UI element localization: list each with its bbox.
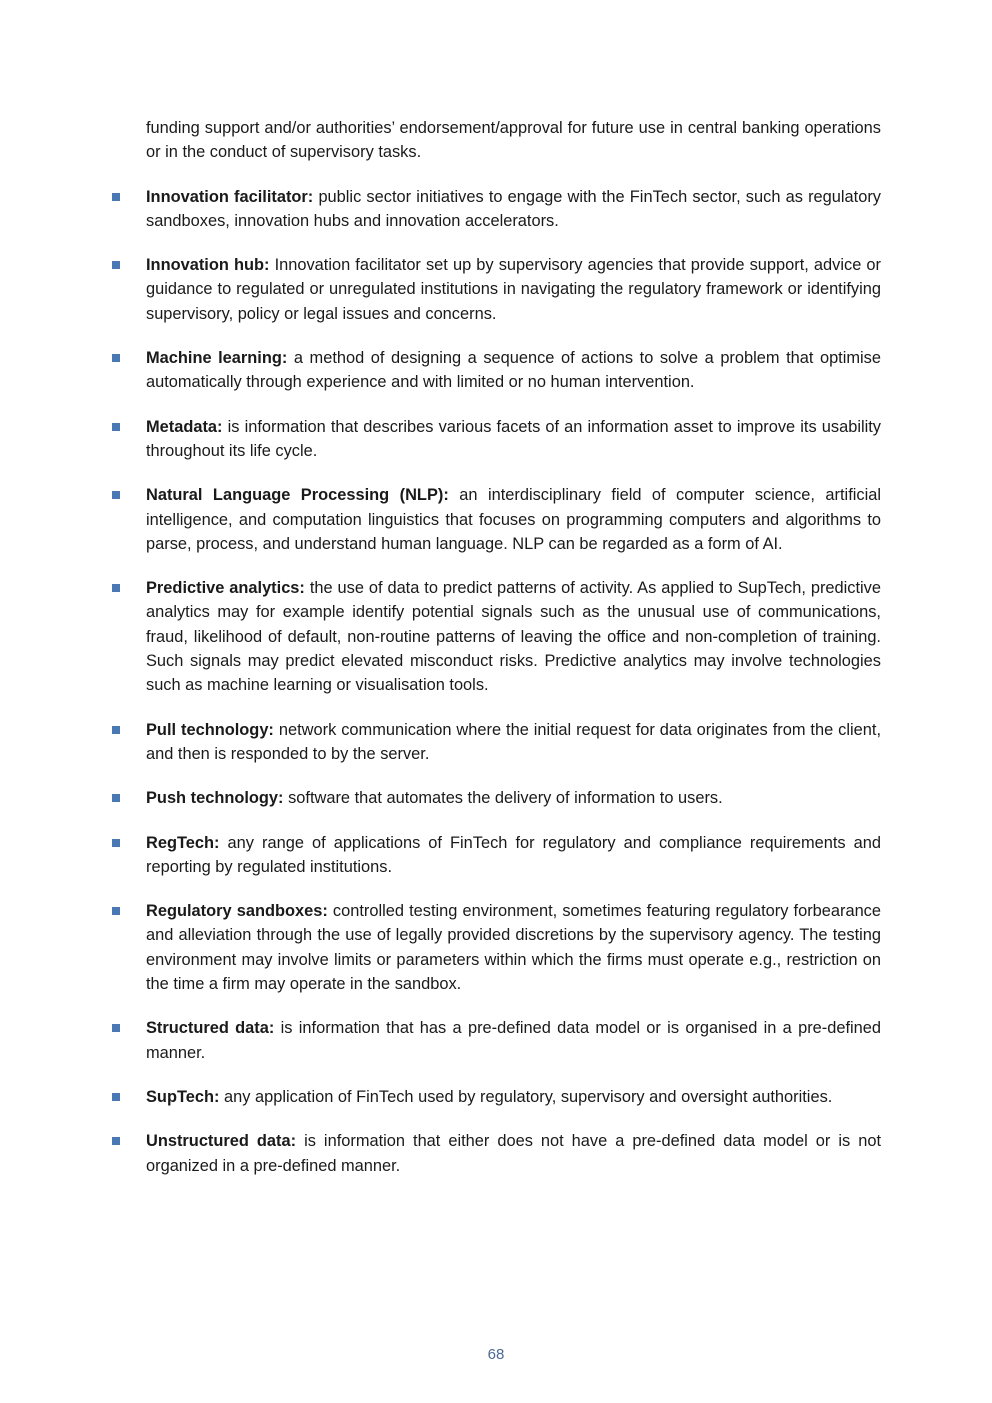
glossary-item xyxy=(146,1129,881,1178)
square-bullet-icon xyxy=(112,423,120,431)
glossary-item xyxy=(146,786,881,810)
glossary-entry-text xyxy=(146,415,881,464)
square-bullet-icon xyxy=(112,354,120,362)
glossary-term: Machine learning: xyxy=(146,349,288,368)
glossary-definition: Innovation facilitator set up by supervisory agencies that provide support, advice or guidance to regulated or unregulated institutions in navigating the regulatory framework or identifying supervisory, policy or legal issues and concerns. xyxy=(146,256,881,323)
glossary-term: Push technology: xyxy=(146,789,284,808)
glossary-definition: the use of data to predict patterns of activity. As applied to SupTech, predictive analytics may for example identify potential signals such as the unusual use of communications, fraud, likelihood of default, non-routine patterns of leaving the office and non-completion of training. Such signals may predict elevated misconduct risks. Predictive analytics may involve technologies such as machine learning or visualisation tools. xyxy=(146,579,881,695)
glossary-definition: any range of applications of FinTech for regulatory and compliance requirements and reporting by regulated institutions. xyxy=(146,833,881,876)
glossary-entry-text xyxy=(146,185,881,234)
glossary-entry-text xyxy=(146,576,881,697)
glossary-entry-text xyxy=(146,1085,881,1109)
glossary-list xyxy=(146,185,881,1178)
glossary-term: Innovation facilitator: xyxy=(146,187,314,206)
glossary-definition: is information that describes various facets of an information asset to improve its usability throughout its life cycle. xyxy=(146,417,882,460)
glossary-definition: is information that either does not have a pre-defined data model or is not organized in a pre-defined manner. xyxy=(146,1132,882,1175)
glossary-item xyxy=(146,185,881,234)
glossary-definition: an interdisciplinary field of computer science, artificial intelligence, and computation linguistics that focuses on programming computers and algorithms to parse, process, and understand human language. NLP can be regarded as a form of AI. xyxy=(146,486,881,553)
square-bullet-icon xyxy=(112,584,120,592)
glossary-content xyxy=(146,116,881,1198)
glossary-entry-text xyxy=(146,1016,881,1065)
glossary-term: Structured data: xyxy=(146,1019,275,1038)
square-bullet-icon xyxy=(112,1137,120,1145)
glossary-item xyxy=(146,1016,881,1065)
glossary-entry-text xyxy=(146,831,881,880)
square-bullet-icon xyxy=(112,907,120,915)
glossary-item xyxy=(146,253,881,326)
glossary-item xyxy=(146,483,881,556)
glossary-entry-text xyxy=(146,346,881,395)
glossary-term: Predictive analytics: xyxy=(146,579,305,598)
glossary-definition: network communication where the initial request for data originates from the client, and then is responded to by the server. xyxy=(146,720,881,763)
square-bullet-icon xyxy=(112,261,120,269)
intro-paragraph: funding support and/or authorities’ endorsement/approval for future use in central banking operations or in the conduct of supervisory tasks. xyxy=(146,119,881,162)
glossary-term: Unstructured data: xyxy=(146,1132,297,1151)
square-bullet-icon xyxy=(112,193,120,201)
glossary-entry-text xyxy=(146,1129,881,1178)
square-bullet-icon xyxy=(112,1024,120,1032)
glossary-entry-text xyxy=(146,899,881,996)
square-bullet-icon xyxy=(112,839,120,847)
glossary-definition: a method of designing a sequence of actions to solve a problem that optimise automatically through experience and with limited or no human intervention. xyxy=(146,349,881,392)
glossary-definition: any application of FinTech used by regulatory, supervisory and oversight authorities. xyxy=(224,1087,833,1106)
glossary-term: Innovation hub: xyxy=(146,256,270,275)
glossary-item xyxy=(146,718,881,767)
glossary-term: Metadata: xyxy=(146,417,223,436)
glossary-definition: controlled testing environment, sometimes featuring regulatory forbearance and alleviation through the use of legally provided discretions by the supervisory agency. The testing environment may involve limits or parameters within which the firms must operate e.g., restriction on the time a firm may operate in the sandbox. xyxy=(146,902,881,994)
glossary-definition: software that automates the delivery of information to users. xyxy=(288,789,723,808)
glossary-item xyxy=(146,899,881,996)
glossary-term: Natural Language Processing (NLP): xyxy=(146,486,449,505)
glossary-entry-text xyxy=(146,253,881,326)
glossary-entry-text xyxy=(146,483,881,556)
glossary-definition: is information that has a pre-defined data model or is organised in a pre-defined manner. xyxy=(146,1019,881,1062)
glossary-entry-text xyxy=(146,786,881,810)
glossary-item xyxy=(146,415,881,464)
glossary-definition: public sector initiatives to engage with the FinTech sector, such as regulatory sandboxes, innovation hubs and innovation accelerators. xyxy=(146,187,881,230)
glossary-entry-text xyxy=(146,718,881,767)
glossary-term: RegTech: xyxy=(146,833,220,852)
square-bullet-icon xyxy=(112,491,120,499)
glossary-item xyxy=(146,1085,881,1109)
square-bullet-icon xyxy=(112,726,120,734)
square-bullet-icon xyxy=(112,794,120,802)
glossary-term: SupTech: xyxy=(146,1087,220,1106)
glossary-item xyxy=(146,576,881,697)
glossary-item xyxy=(146,831,881,880)
glossary-item xyxy=(146,346,881,395)
glossary-term: Regulatory sandboxes: xyxy=(146,902,328,921)
glossary-term: Pull technology: xyxy=(146,720,274,739)
page-number: 68 xyxy=(487,1346,505,1363)
square-bullet-icon xyxy=(112,1093,120,1101)
